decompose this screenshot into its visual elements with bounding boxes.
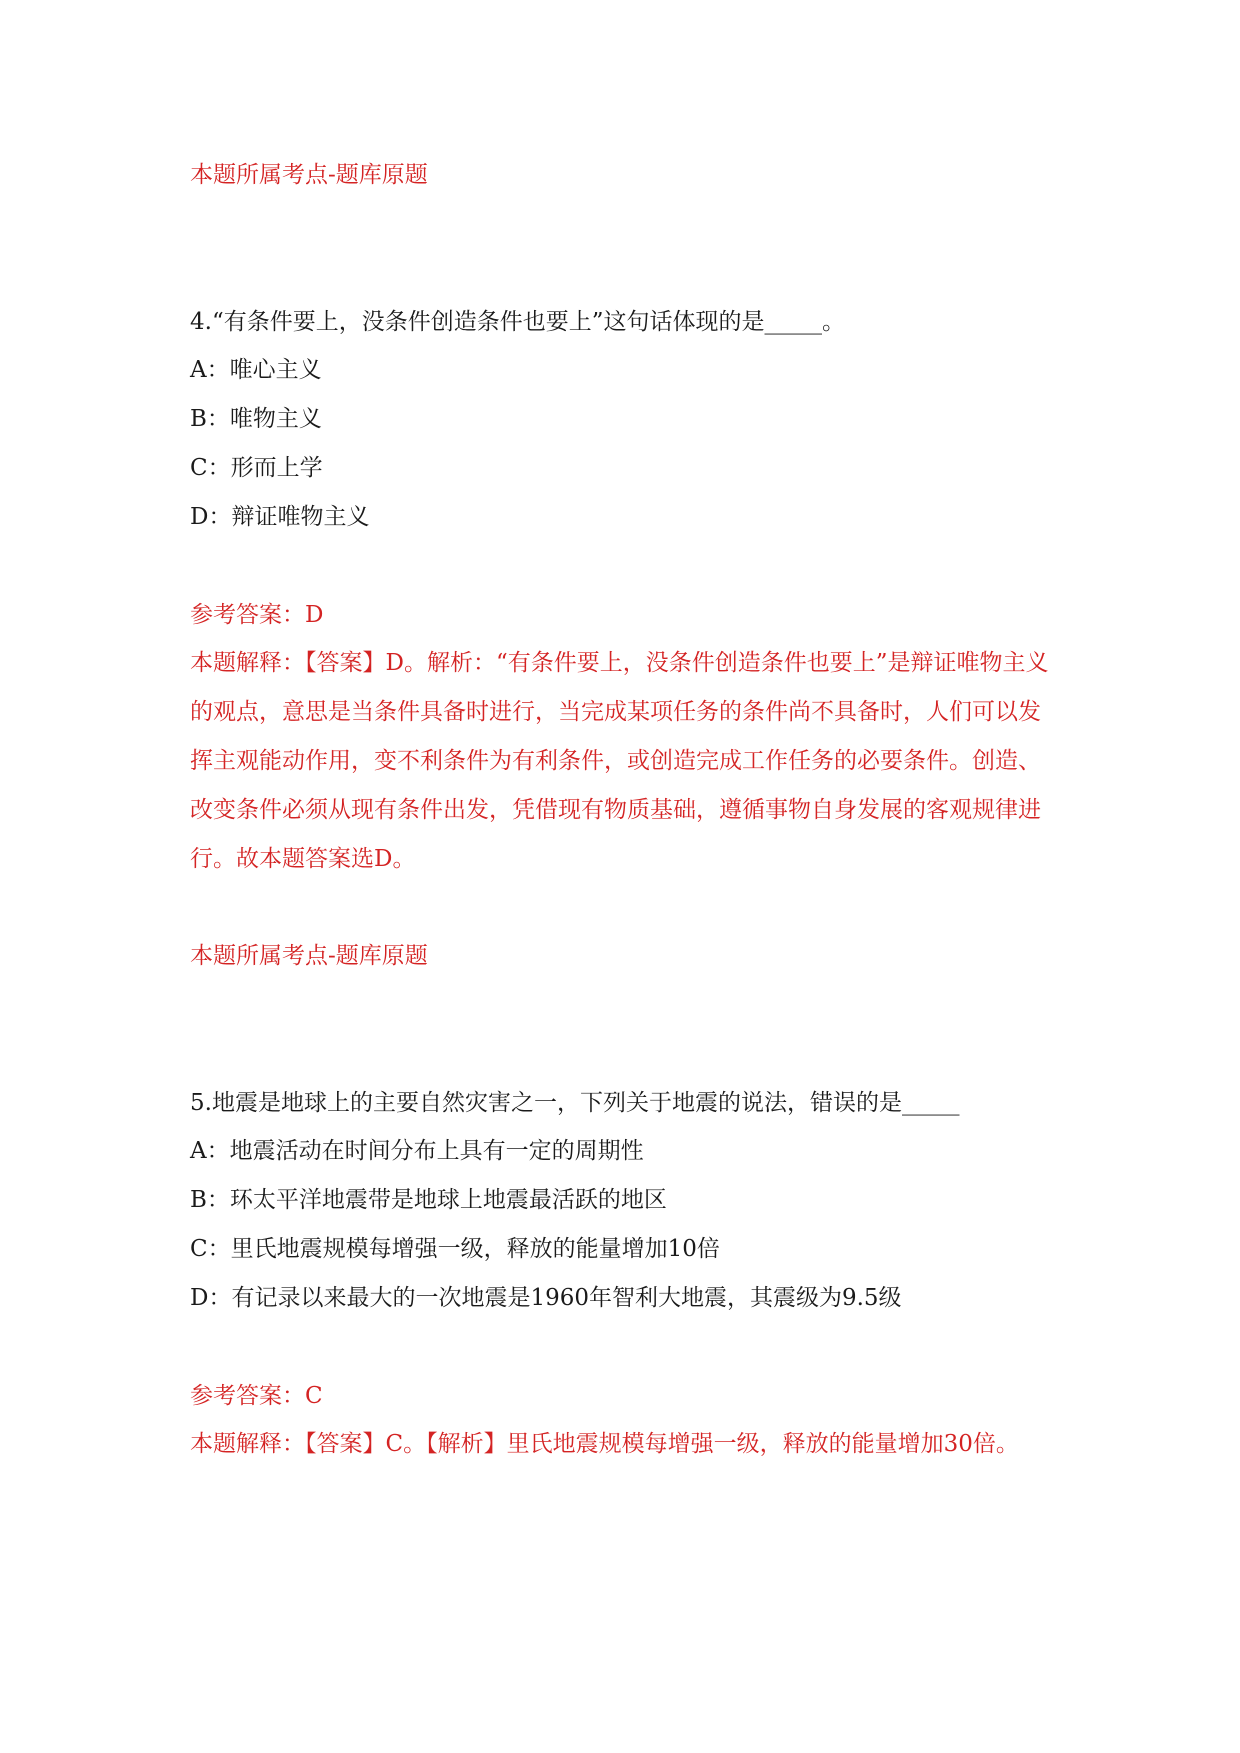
question-4-option-a: A：唯心主义 xyxy=(190,357,322,383)
question-5-explanation: 本题解释：【答案】C。【解析】里氏地震规模每增强一级，释放的能量增加30倍。 xyxy=(190,1431,1019,1457)
question-4-explanation: 本题解释：【答案】D。解析：“有条件要上，没条件创造条件也要上”是辩证唯物主义的观点，意思是当条件具备时进行，当完成某项任务的条件尚不具备时，人们可以发挥主观能动作用，变不利条件为有利条件，或创造完成工作任务的必要条件。创造、改变条件必须从现有条件出发，凭借现有物质基础，遵循事物自身发展的客观规律进行。故本题答案选D。 xyxy=(190,650,1049,872)
question-4-text: 4.“有条件要上，没条件创造条件也要上”这句话体现的是_____。 xyxy=(190,309,845,335)
question-5-text: 5.地震是地球上的主要自然灾害之一，下列关于地震的说法，错误的是_____ xyxy=(190,1090,960,1116)
question-5-option-c: C：里氏地震规模每增强一级，释放的能量增加10倍 xyxy=(190,1236,720,1262)
topic-source-label: 本题所属考点-题库原题 xyxy=(190,162,428,188)
question-4-option-d: D：辩证唯物主义 xyxy=(190,504,370,530)
question-4-option-c: C：形而上学 xyxy=(190,455,323,481)
question-4-source: 本题所属考点-题库原题 xyxy=(190,943,428,969)
question-4-answer: 参考答案：D xyxy=(190,602,324,628)
question-5-option-b: B：环太平洋地震带是地球上地震最活跃的地区 xyxy=(190,1187,667,1213)
question-5-answer: 参考答案：C xyxy=(190,1383,323,1409)
question-5-option-a: A：地震活动在时间分布上具有一定的周期性 xyxy=(190,1138,644,1164)
question-4-option-b: B：唯物主义 xyxy=(190,406,322,432)
question-5-option-d: D：有记录以来最大的一次地震是1960年智利大地震，其震级为9.5级 xyxy=(190,1285,902,1311)
